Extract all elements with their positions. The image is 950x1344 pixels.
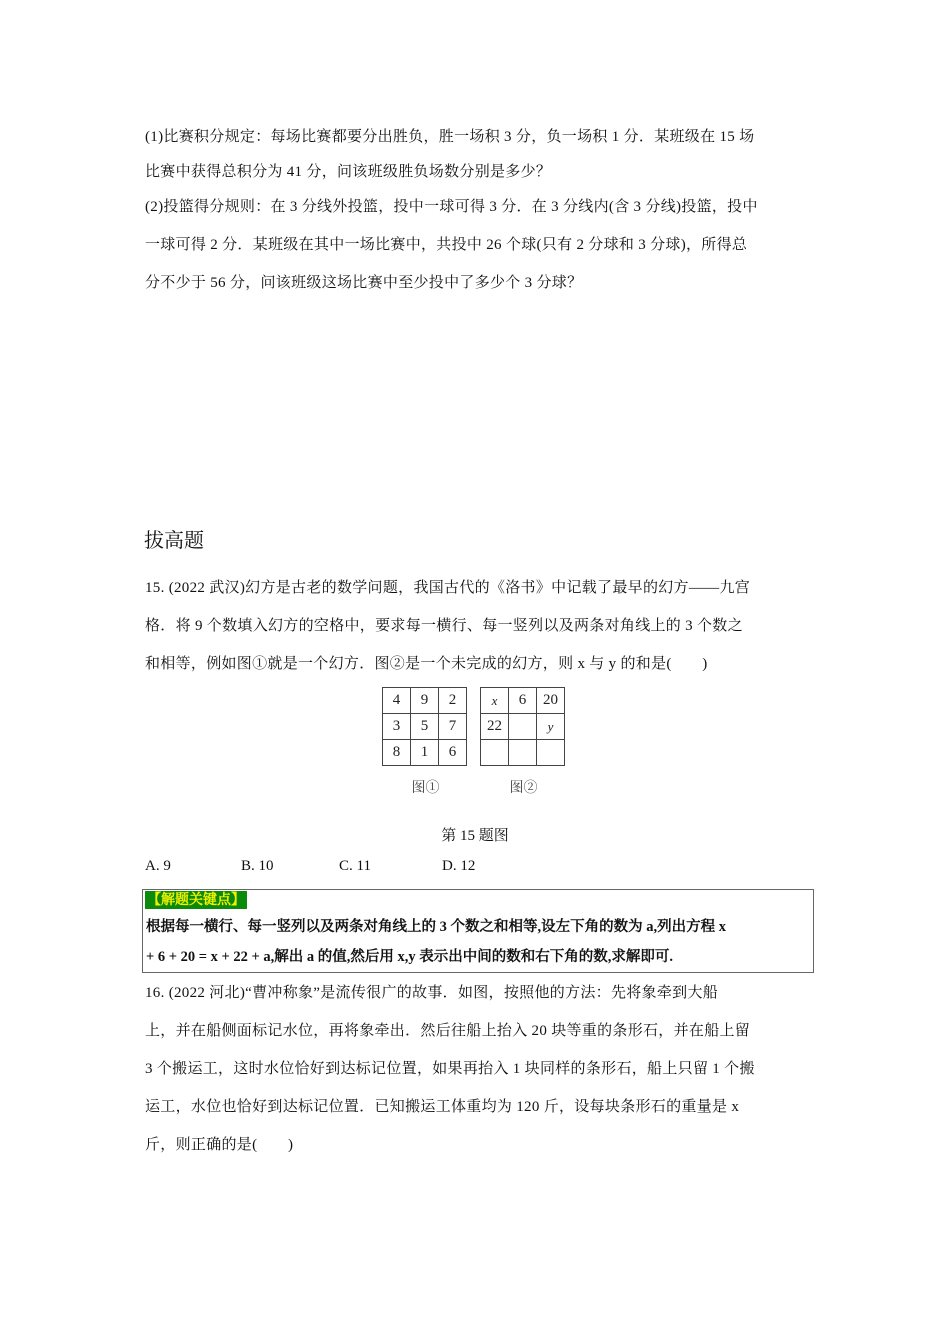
fig1-cell: 1 [411, 740, 439, 766]
figure-1-caption: 图① [411, 781, 440, 796]
fig2-cell-y: y [537, 714, 565, 740]
fig1-cell: 4 [383, 688, 411, 714]
q14-part1-line-2: 比赛中获得总积分为 41 分，问该班级胜负场数分别是多少？ [145, 164, 552, 180]
figure-caption: 第 15 题图 [441, 828, 509, 844]
option-a: A. 9 [145, 858, 171, 874]
key-point-tag: 【解题关键点】 [147, 892, 245, 908]
q15-line-2: 格．将 9 个数填入幻方的空格中，要求每一横行、每一竖列以及两条对角线上的 3 个数之 [145, 618, 743, 634]
q14-part2-line-1: (2)投篮得分规则：在 3 分线外投篮，投中一球可得 3 分．在 3 分线内(含 3 分线)投篮，投中 [145, 199, 758, 215]
magic-square-figure-1 [382, 687, 467, 766]
magic-square-figure-2 [480, 687, 565, 766]
fig1-cell: 6 [439, 740, 467, 766]
q14-part2-line-2: 一球可得 2 分．某班级在其中一场比赛中，共投中 26 个球(只有 2 分球和 3 分球)，所得总 [145, 237, 748, 253]
fig1-cell: 3 [383, 714, 411, 740]
q15-line-1: 15. (2022 武汉)幻方是古老的数学问题，我国古代的《洛书》中记载了最早的幻方——九宫 [145, 580, 751, 596]
fig2-cell [537, 740, 565, 766]
q15-line-3: 和相等，例如图①就是一个幻方．图②是一个未完成的幻方，则 x 与 y 的和是( ) [145, 656, 708, 672]
q14-part1-line-1: (1)比赛积分规定：每场比赛都要分出胜负，胜一场积 3 分，负一场积 1 分．某班级在 15 场 [145, 129, 755, 145]
fig1-cell: 7 [439, 714, 467, 740]
fig2-cell [509, 714, 537, 740]
fig2-cell: 22 [481, 714, 509, 740]
fig2-cell: 6 [509, 688, 537, 714]
q16-line-2: 上，并在船侧面标记水位，再将象牵出．然后往船上抬入 20 块等重的条形石，并在船上留 [145, 1023, 751, 1039]
fig2-cell [509, 740, 537, 766]
key-point-line-2: + 6 + 20 = x + 22 + a,解出 a 的值,然后用 x,y 表示出中间的数和右下角的数,求解即可. [146, 949, 674, 965]
fig1-cell: 9 [411, 688, 439, 714]
fig1-cell: 8 [383, 740, 411, 766]
fig1-cell: 2 [439, 688, 467, 714]
fig2-cell-x: x [481, 688, 509, 714]
fig1-cell: 5 [411, 714, 439, 740]
key-point-line-1: 根据每一横行、每一竖列以及两条对角线上的 3 个数之和相等,设左下角的数为 a,列出方程 x [146, 919, 726, 935]
q16-line-5: 斤，则正确的是( ) [145, 1137, 294, 1153]
q16-line-1: 16. (2022 河北)“曹冲称象”是流传很广的故事．如图，按照他的方法：先将象牵到大船 [145, 985, 719, 1001]
q16-line-3: 3 个搬运工，这时水位恰好到达标记位置，如果再抬入 1 块同样的条形石，船上只留 1 个搬 [145, 1061, 755, 1077]
section-heading: 拔高题 [144, 528, 204, 552]
q16-line-4: 运工，水位也恰好到达标记位置．已知搬运工体重均为 120 斤，设每块条形石的重量是 x [145, 1099, 740, 1115]
q14-part2-line-3: 分不少于 56 分，问该班级这场比赛中至少投中了多少个 3 分球？ [145, 275, 583, 291]
option-d: D. 12 [442, 858, 476, 874]
option-c: C. 11 [339, 858, 371, 874]
key-point-box [142, 889, 814, 973]
fig2-cell [481, 740, 509, 766]
fig2-cell: 20 [537, 688, 565, 714]
figure-2-caption: 图② [509, 781, 538, 796]
option-b: B. 10 [241, 858, 274, 874]
